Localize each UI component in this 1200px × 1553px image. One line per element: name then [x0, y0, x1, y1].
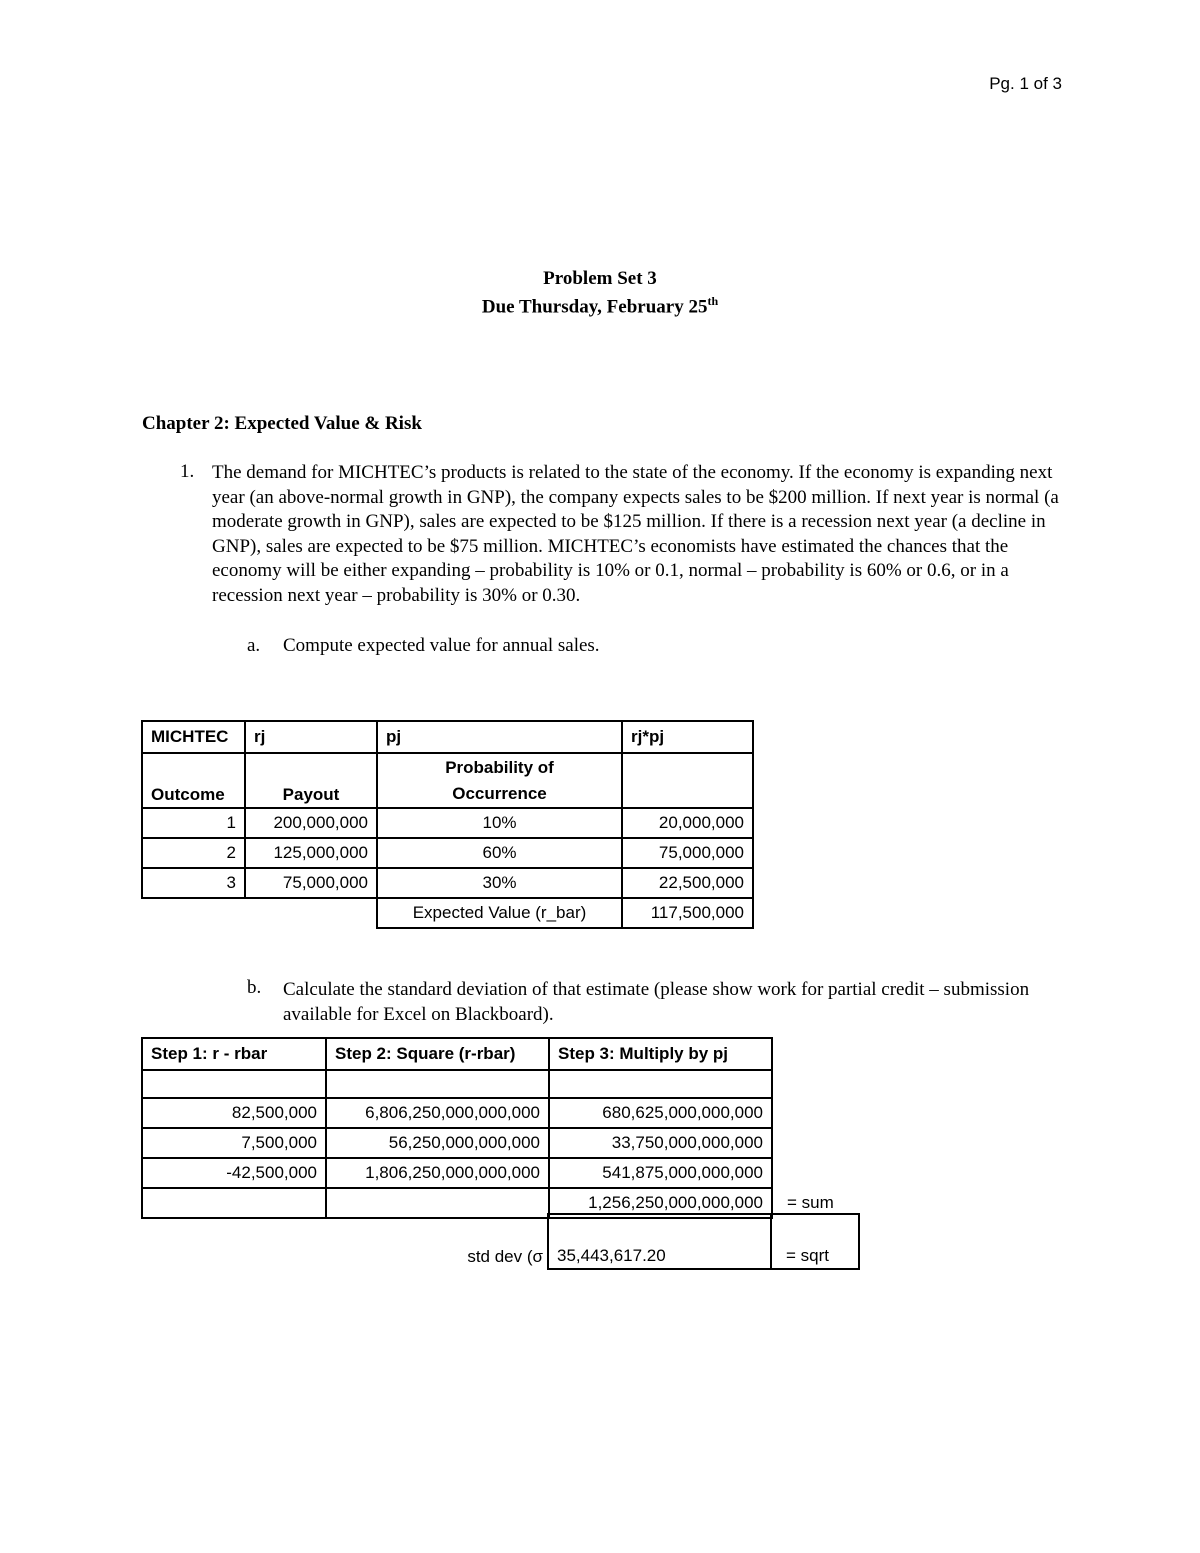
header-cell: rj: [245, 721, 377, 753]
page-number: Pg. 1 of 3: [989, 74, 1062, 93]
outcome-cell: 3: [142, 868, 245, 898]
empty-cell: [245, 898, 377, 928]
empty-cell: [772, 1158, 860, 1188]
subheader-outcome: Outcome: [142, 753, 245, 808]
part-a-label: a.: [247, 635, 261, 656]
step2-cell: 56,250,000,000,000: [326, 1128, 549, 1158]
empty-cell: [622, 753, 753, 808]
table-row: [142, 1098, 860, 1128]
step2-cell: 6,806,250,000,000,000: [326, 1098, 549, 1128]
part-a-text: Compute expected value for annual sales.: [283, 635, 600, 656]
step2-cell: 1,806,250,000,000,000: [326, 1158, 549, 1188]
table-header-row: [142, 1038, 860, 1070]
probability-cell: 10%: [377, 808, 622, 838]
chapter-heading: Chapter 2: Expected Value & Risk: [142, 413, 422, 434]
std-dev-table: [141, 1037, 861, 1219]
empty-cell: [772, 1038, 860, 1070]
due-date-text: Due Thursday, February 25: [481, 296, 708, 318]
payout-cell: 200,000,000: [245, 808, 377, 838]
payout-cell: 75,000,000: [245, 868, 377, 898]
empty-cell: [142, 1070, 326, 1098]
empty-cell: [549, 1070, 772, 1098]
sum-value: 1,256,250,000,000,000: [549, 1188, 772, 1218]
part-b-label: b.: [247, 977, 262, 998]
product-cell: 20,000,000: [622, 808, 753, 838]
std-dev-row: [141, 1214, 859, 1269]
step1-header: Step 1: r - rbar: [142, 1038, 326, 1070]
outcome-cell: 2: [142, 838, 245, 868]
std-dev-result: [141, 1213, 860, 1270]
step1-cell: -42,500,000: [142, 1158, 326, 1188]
std-dev-label: std dev (σ: [467, 1247, 543, 1266]
outcome-cell: 1: [142, 808, 245, 838]
payout-cell: 125,000,000: [245, 838, 377, 868]
step3-cell: 33,750,000,000,000: [549, 1128, 772, 1158]
part-b-text: Calculate the standard deviation of that estimate (please show work for partial credit – submission available for Excel on Blackboard).: [283, 979, 1030, 1025]
due-date: [0, 294, 1200, 318]
subheader-probability-line1: Probability of: [445, 757, 554, 777]
table-row: [142, 1128, 860, 1158]
expected-value-table: [141, 720, 754, 929]
std-dev-value: 35,443,617.20: [548, 1214, 771, 1269]
table-row: [142, 868, 753, 898]
step1-cell: 7,500,000: [142, 1128, 326, 1158]
step3-cell: 541,875,000,000,000: [549, 1158, 772, 1188]
table-header-row: [142, 721, 753, 753]
table-row: [142, 1158, 860, 1188]
problem-set-title: Problem Set 3: [543, 268, 657, 289]
expected-value: 117,500,000: [622, 898, 753, 928]
subheader-payout: Payout: [245, 753, 377, 808]
subheader-probability-line2: Occurrence: [452, 783, 547, 803]
expected-value-row: [142, 898, 753, 928]
empty-cell: [772, 1098, 860, 1128]
empty-cell: [772, 1070, 860, 1098]
header-cell: pj: [377, 721, 622, 753]
step3-cell: 680,625,000,000,000: [549, 1098, 772, 1128]
question-text: The demand for MICHTEC’s products is related to the state of the economy. If the economy is expanding next year (an above-normal growth in GNP), the company expects sales to be $200 million. If next year is normal (a moderate growth in GNP), sales are expected to be $125 million. If there is a recession next year (a decline in GNP), sales are expected to be $75 million. MICHTEC’s economists have estimated the chances that the economy will be either expanding – probability is 10% or 0.1, normal – probability is 60% or 0.6, or in a recession next year – probability is 30% or 0.30.: [212, 462, 1059, 606]
step2-header: Step 2: Square (r-rbar): [326, 1038, 549, 1070]
sum-note: = sum: [787, 1193, 834, 1212]
product-cell: 22,500,000: [622, 868, 753, 898]
step1-cell: 82,500,000: [142, 1098, 326, 1128]
product-cell: 75,000,000: [622, 838, 753, 868]
table-subheader-row: [142, 753, 753, 808]
probability-cell: 60%: [377, 838, 622, 868]
table-row: [142, 838, 753, 868]
probability-cell: 30%: [377, 868, 622, 898]
due-date-suffix: th: [707, 294, 719, 308]
sqrt-note: = sqrt: [771, 1214, 859, 1269]
empty-cell: [772, 1128, 860, 1158]
step3-header: Step 3: Multiply by pj: [549, 1038, 772, 1070]
subheader-probability: [377, 753, 622, 808]
empty-cell: [141, 1214, 325, 1269]
table-row: [142, 1070, 860, 1098]
expected-value-label: Expected Value (r_bar): [377, 898, 622, 928]
header-cell: rj*pj: [622, 721, 753, 753]
question-number: 1.: [180, 461, 195, 482]
empty-cell: [326, 1070, 549, 1098]
header-cell: MICHTEC: [142, 721, 245, 753]
empty-cell: [142, 898, 245, 928]
table-row: [142, 808, 753, 838]
